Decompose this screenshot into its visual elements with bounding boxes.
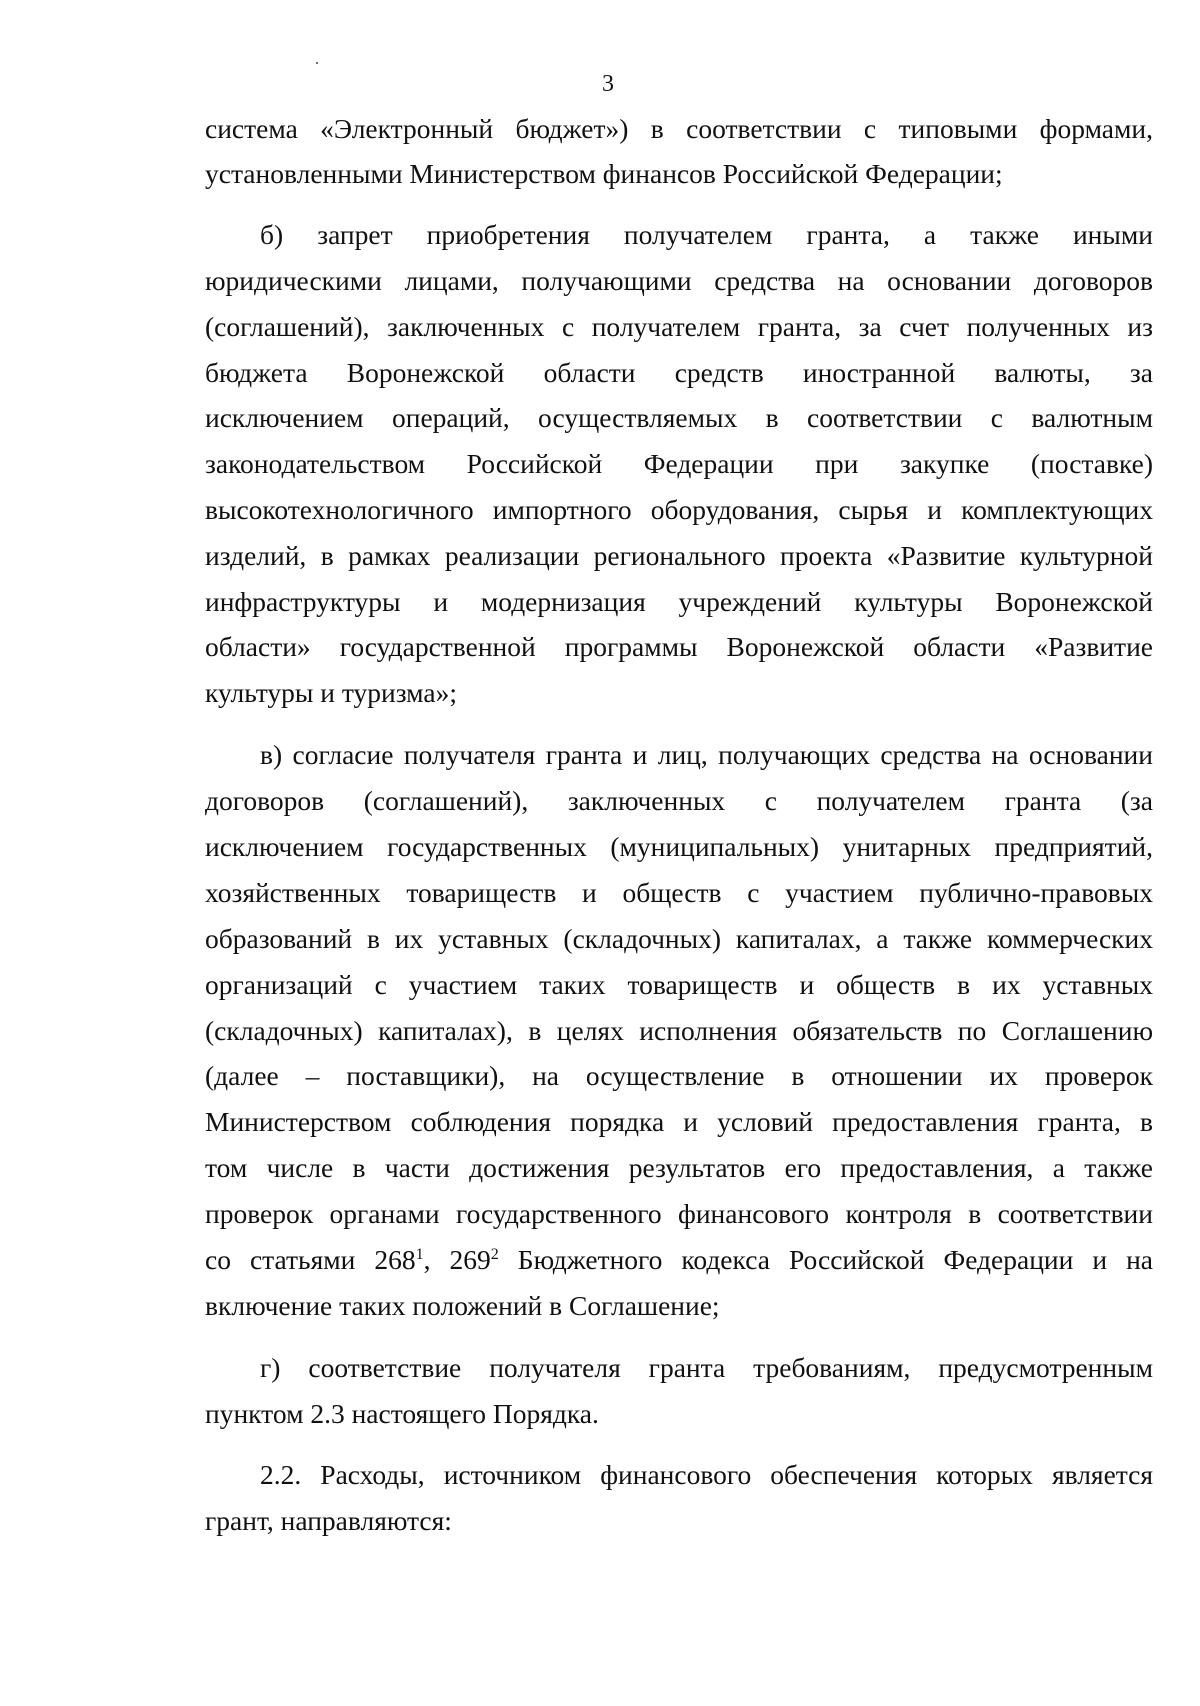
text-line: организаций с участием таких товариществ и обществ в их уставных [205, 969, 1153, 1000]
text-line: исключением государственных (муниципальных) унитарных предприятий, [205, 831, 1153, 862]
text-line: исключением операций, осуществляемых в соответствии с валютным [205, 402, 1153, 433]
text-line: пунктом 2.3 настоящего Порядка. [205, 1398, 599, 1429]
text-line: том числе в части достижения результатов его предоставления, а также [205, 1152, 1153, 1183]
text-line: (соглашений), заключенных с получателем гранта, за счет полученных из [205, 311, 1153, 342]
text-line: включение таких положений в Соглашение; [205, 1290, 720, 1321]
statute-suffix: Бюджетного кодекса Российской Федерации и на [517, 1244, 1154, 1275]
text-line: Министерством соблюдения порядка и условий предоставления гранта, в [205, 1106, 1153, 1137]
statute-reference-line: со статьями $268^1$, $269^2$ Бюджетного кодекса Российской Федерации и на [205, 1244, 1154, 1275]
scan-speck [316, 62, 318, 64]
text-line: юридическими лицами, получающими средства на основании договоров [205, 265, 1153, 296]
article-269: $269^2$ [449, 1244, 499, 1275]
text-line: договоров (соглашений), заключенных с получателем гранта (за [205, 785, 1153, 816]
text-line: установленными Министерством финансов Российской Федерации; [205, 158, 1003, 189]
text-line: хозяйственных товариществ и обществ с участием публично-правовых [205, 877, 1153, 908]
text-line: инфраструктуры и модернизация учреждений культуры Воронежской [205, 586, 1153, 617]
text-line: в) согласие получателя гранта и лиц, получающих средства на основании [260, 739, 1153, 770]
statute-prefix: со статьями [205, 1244, 356, 1275]
text-line: бюджета Воронежской области средств иностранной валюты, за [205, 357, 1153, 388]
text-line: законодательством Российской Федерации при закупке (поставке) [205, 448, 1153, 479]
text-line: проверок органами государственного финансового контроля в соответствии [205, 1198, 1153, 1229]
text-line: система «Электронный бюджет») в соответствии с типовыми формами, [205, 113, 1153, 144]
text-line: б) запрет приобретения получателем гранта, а также иными [260, 219, 1153, 250]
article-268: $268^1$ [374, 1244, 424, 1275]
page-number: 3 [602, 71, 614, 97]
text-line: высокотехнологичного импортного оборудования, сырья и комплектующих [205, 494, 1153, 525]
text-line: изделий, в рамках реализации регионального проекта «Развитие культурной [205, 540, 1153, 571]
text-line: области» государственной программы Воронежской области «Развитие [205, 631, 1153, 662]
text-line: (далее – поставщики), на осуществление в отношении их проверок [205, 1060, 1153, 1091]
text-line: культуры и туризма»; [205, 677, 457, 708]
text-line: образований в их уставных (складочных) капиталах, а также коммерческих [205, 923, 1153, 954]
text-line: (складочных) капиталах), в целях исполнения обязательств по Соглашению [205, 1015, 1153, 1046]
text-line: 2.2. Расходы, источником финансового обеспечения которых является [260, 1459, 1153, 1490]
text-line: г) соответствие получателя гранта требованиям, предусмотренным [260, 1352, 1153, 1383]
text-line: грант, направляются: [205, 1505, 452, 1536]
